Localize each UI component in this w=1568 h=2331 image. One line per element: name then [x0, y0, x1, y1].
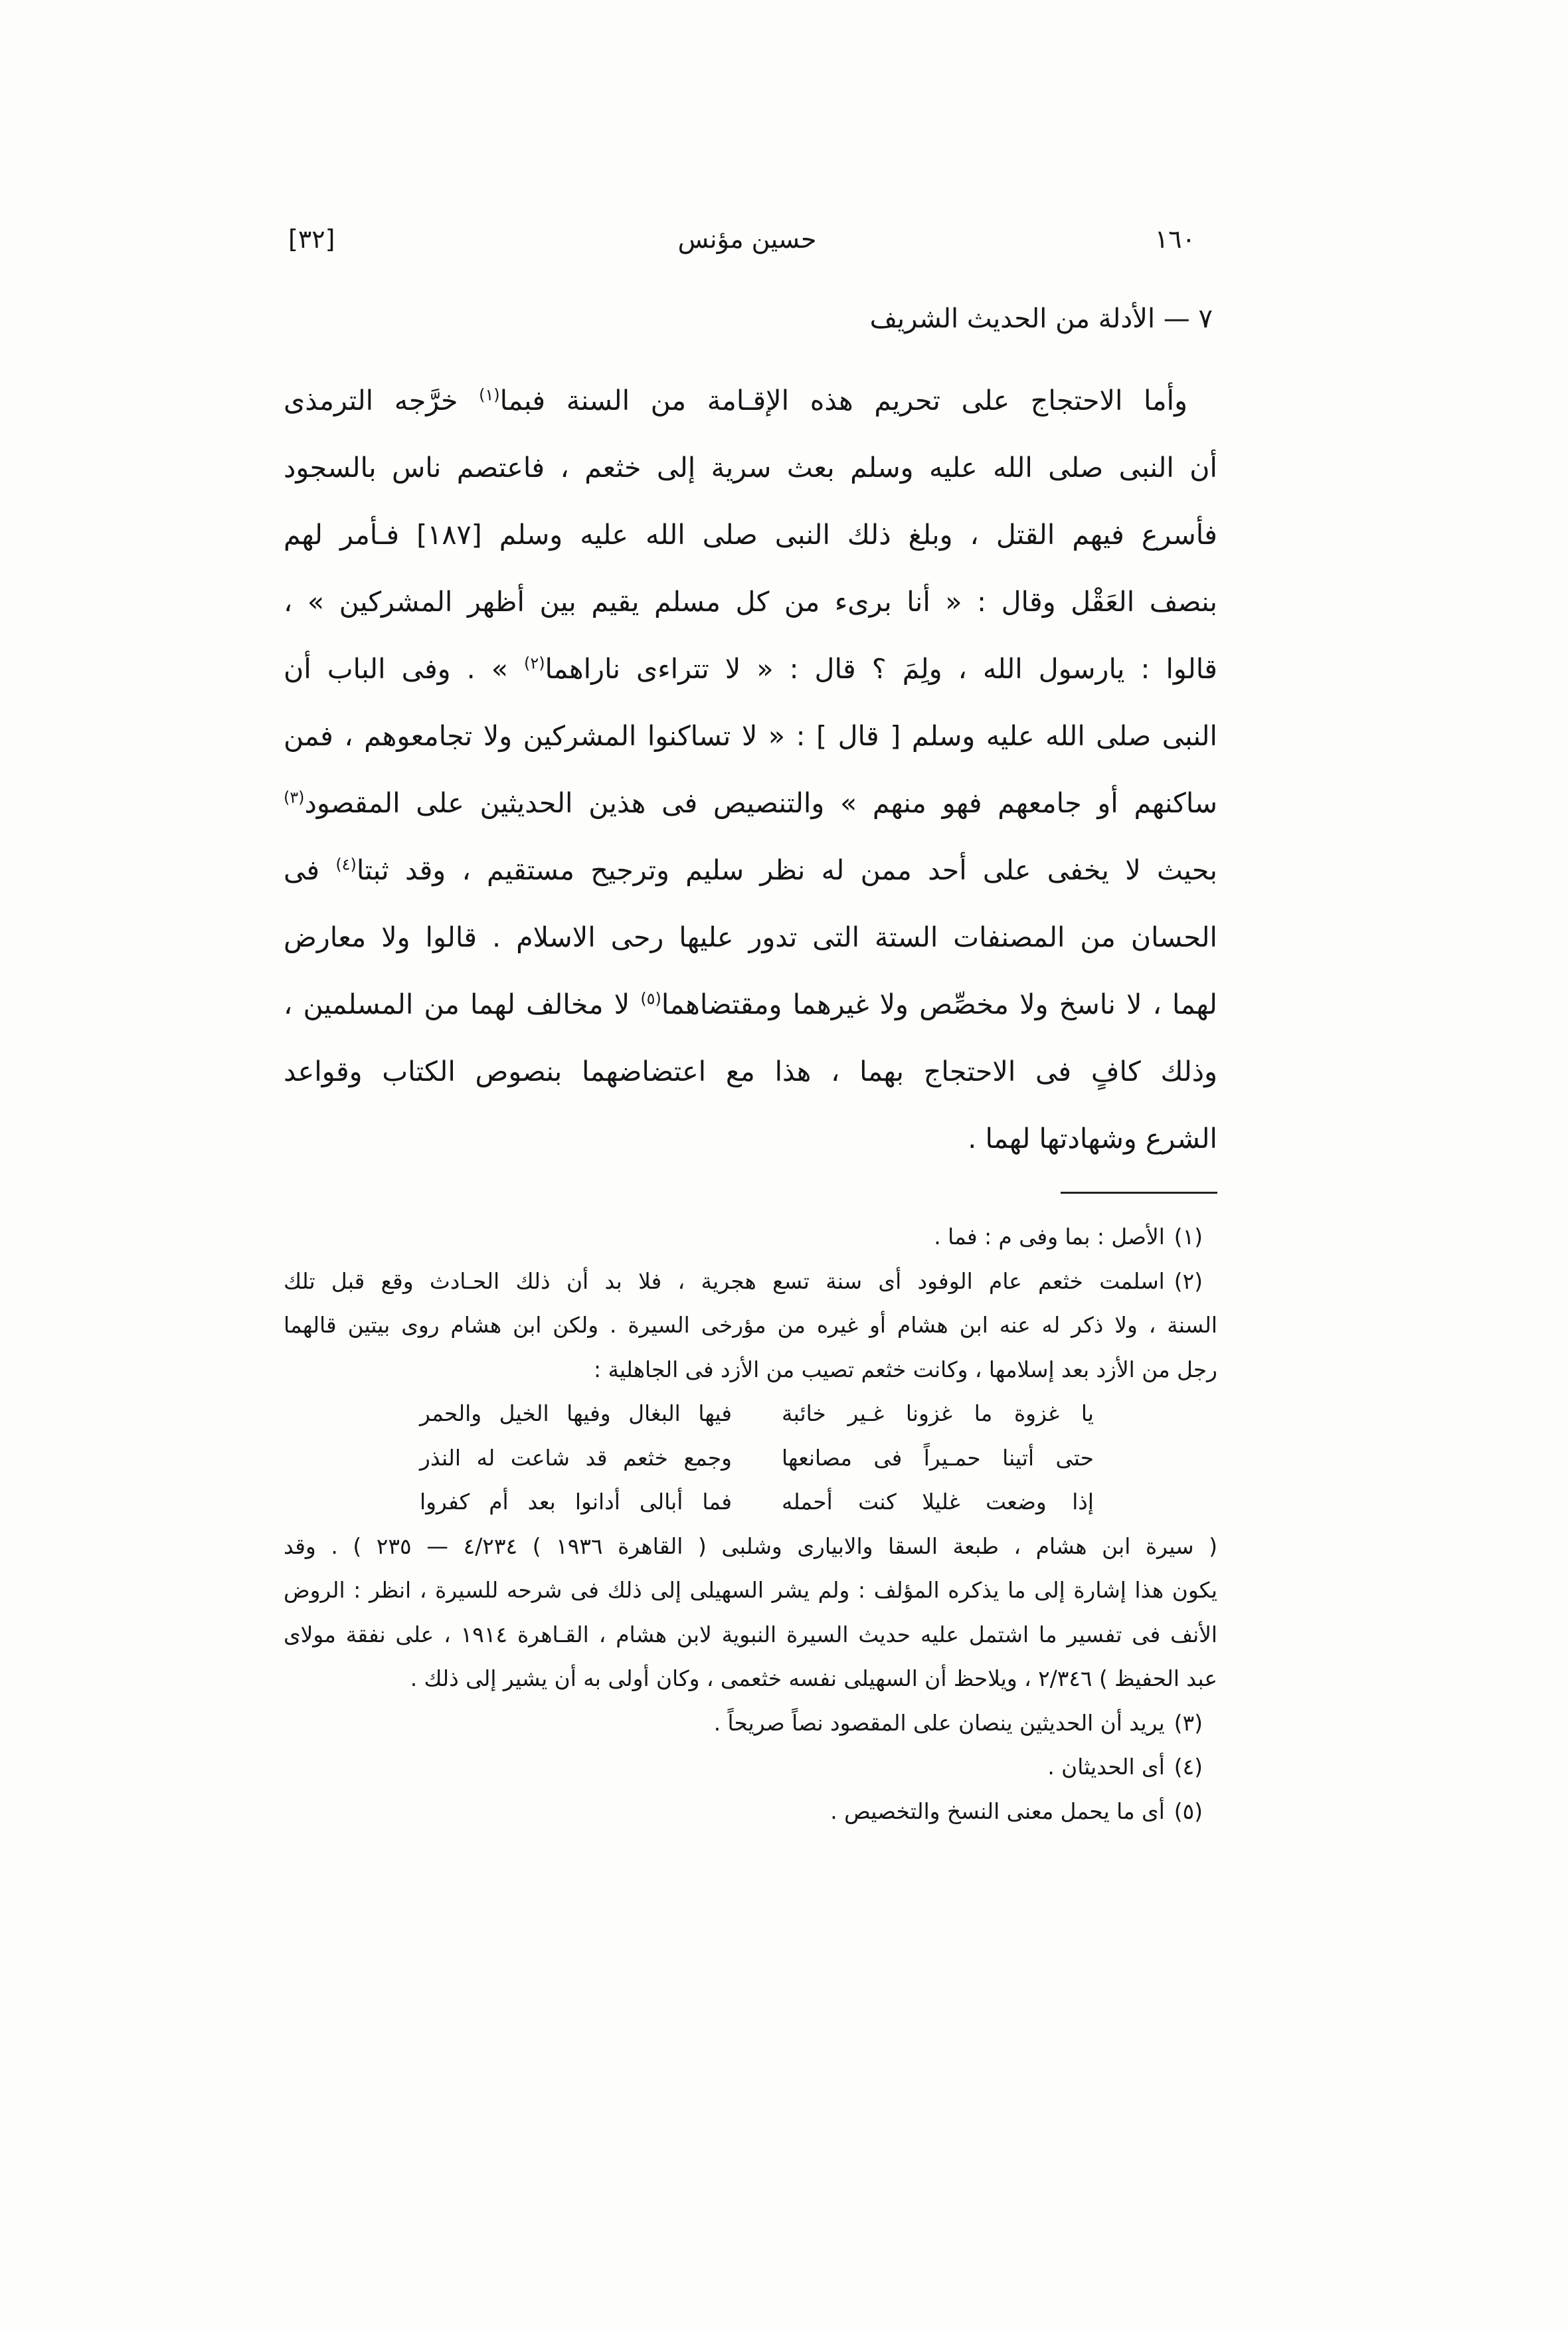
body-line — [284, 770, 1217, 837]
footnote-line: الأنف فى تفسير ما اشتمل عليه حديث السيرة النبوية لابن هشام ، القـاهرة ١٩١٤ ، على نفقة مولاى — [284, 1622, 1217, 1647]
section-heading: ٧ — الأدلة من الحديث الشريف — [869, 304, 1213, 334]
body-line: الشرع وشهادتها لهما . — [968, 1123, 1217, 1155]
footnote-marker: (٥) — [640, 989, 661, 1008]
footnote-marker: (٤) — [335, 855, 357, 874]
footnote-number: (٥) — [1174, 1798, 1203, 1824]
footnote-marker: (٣) — [284, 788, 305, 807]
footnote-number: (١) — [1174, 1224, 1203, 1250]
footnote-number: (٢) — [1174, 1268, 1203, 1294]
body-line: الحسان من المصنفات الستة التى تدور عليها رحى الاسلام . قالوا ولا معارض — [284, 921, 1217, 953]
footnote-separator — [1061, 1192, 1217, 1194]
running-header-author: حسين مؤنس — [677, 225, 817, 254]
body-line: فأسرع فيهم القتل ، وبلغ ذلك النبى صلى الله عليه وسلم [١٨٧] فـأمر لهم — [284, 519, 1217, 551]
footnote-line: عبد الحفيظ ) ٢/٣٤٦ ، ويلاحظ أن السهيلى نفسه خثعمى ، وكان أولى به أن يشير إلى ذلك . — [410, 1666, 1217, 1691]
body-text: ساكنهم أو جامعهم فهو منهم » والتنصيص فى هذين الحديثين على المقصود — [304, 787, 1217, 819]
verse-first-hemistich: إذا وضعت غليلا كنت أحمله — [782, 1489, 1094, 1515]
footnote-text: أى ما يحمل معنى النسخ والتخصيص . — [830, 1798, 1165, 1824]
footnote-line: رجل من الأزد بعد إسلامها ، وكانت خثعم تصيب من الأزد فى الجاهلية : — [594, 1356, 1217, 1382]
body-line — [284, 367, 1217, 434]
footnote-text: الأصل : بما وفى م : فما . — [934, 1224, 1165, 1250]
footnote-3 — [284, 1701, 1217, 1746]
body-text: لهما ، لا ناسخ ولا مخصِّص ولا غيرهما ومقتضاهما — [661, 988, 1217, 1020]
footnote-text: اسلمت خثعم عام الوفود أى سنة تسع هجرية ، فلا بد أن ذلك الحـادث وقع قبل تلك — [284, 1268, 1165, 1294]
body-line — [284, 837, 1217, 904]
body-text: بحيث لا يخفى على أحد ممن له نظر سليم وترجيح مستقيم ، وقد ثبتا — [356, 854, 1217, 886]
footnote-number: (٣) — [1174, 1710, 1203, 1736]
footnote-line: يكون هذا إشارة إلى ما يذكره المؤلف : ولم يشر السهيلى إلى ذلك فى شرحه للسيرة ، انظر : الروض — [284, 1578, 1217, 1603]
footnote-line: السنة ، ولا ذكر له عنه ابن هشام أو غيره من مؤرخى السيرة . ولكن ابن هشام روى بيتين قالهما — [284, 1313, 1217, 1338]
verse-second-hemistich: فما أبالى أدانوا بعد أم كفروا — [420, 1489, 732, 1515]
verse-second-hemistich: فيها البغال وفيها الخيل والحمر — [420, 1401, 732, 1426]
footnote-number: (٤) — [1174, 1754, 1203, 1780]
body-line — [284, 971, 1217, 1038]
section-reference: [٣٢] — [288, 225, 335, 254]
poem-verse — [284, 1436, 1217, 1481]
footnote-1 — [284, 1215, 1217, 1259]
body-text: » . وفى الباب أن — [284, 653, 525, 685]
body-line: وذلك كافٍ فى الاحتجاج بهما ، هذا مع اعتضاضهما بنصوص الكتاب وقواعد — [284, 1056, 1217, 1087]
poem-verse — [284, 1480, 1217, 1525]
footnote-2 — [284, 1259, 1217, 1304]
body-line — [284, 636, 1217, 703]
footnote-text: أى الحديثان . — [1047, 1754, 1165, 1780]
verse-first-hemistich: حتى أتينا حمـيراً فى مصانعها — [782, 1445, 1094, 1471]
poem — [284, 1392, 1217, 1525]
body-text: لا مخالف لهما من المسلمين ، — [284, 988, 641, 1020]
poem-verse — [284, 1392, 1217, 1436]
footnote-5 — [284, 1790, 1217, 1834]
body-text: وأما الاحتجاج على تحريم هذه الإقـامة من السنة فبما — [499, 385, 1187, 417]
footnote-line: ( سيرة ابن هشام ، طبعة السقا والابيارى وشلبى ( القاهرة ١٩٣٦ ) ٤/٢٣٤ — ٢٣٥ ) . وقد — [284, 1533, 1217, 1559]
footnote-4 — [284, 1745, 1217, 1790]
body-line: النبى صلى الله عليه وسلم [ قال ] : « لا تساكنوا المشركين ولا تجامعوهم ، فمن — [284, 720, 1217, 752]
verse-second-hemistich: وجمع خثعم قد شاعت له النذر — [420, 1445, 732, 1471]
body-text: قالوا : يارسول الله ، ولِمَ ؟ قال : « لا تتراءى ناراهما — [545, 653, 1217, 685]
footnote-marker: (١) — [479, 385, 500, 405]
main-text — [284, 367, 1217, 1172]
body-line: بنصف العَقْل وقال : « أنا برىء من كل مسلم يقيم بين أظهر المشركين » ، — [284, 586, 1217, 618]
body-text: خرَّجه الترمذى — [284, 385, 479, 417]
verse-first-hemistich: يا غزوة ما غزونا غـير خائبة — [782, 1401, 1094, 1426]
body-text: فى — [284, 854, 336, 886]
footnote-text: يريد أن الحديثين ينصان على المقصود نصاً صريحاً . — [713, 1710, 1165, 1736]
footnotes — [284, 1215, 1217, 1833]
page-number: ١٦٠ — [1154, 225, 1195, 254]
body-line: أن النبى صلى الله عليه وسلم بعث سرية إلى خثعم ، فاعتصم ناس بالسجود — [284, 452, 1217, 484]
footnote-marker: (٢) — [524, 654, 545, 673]
